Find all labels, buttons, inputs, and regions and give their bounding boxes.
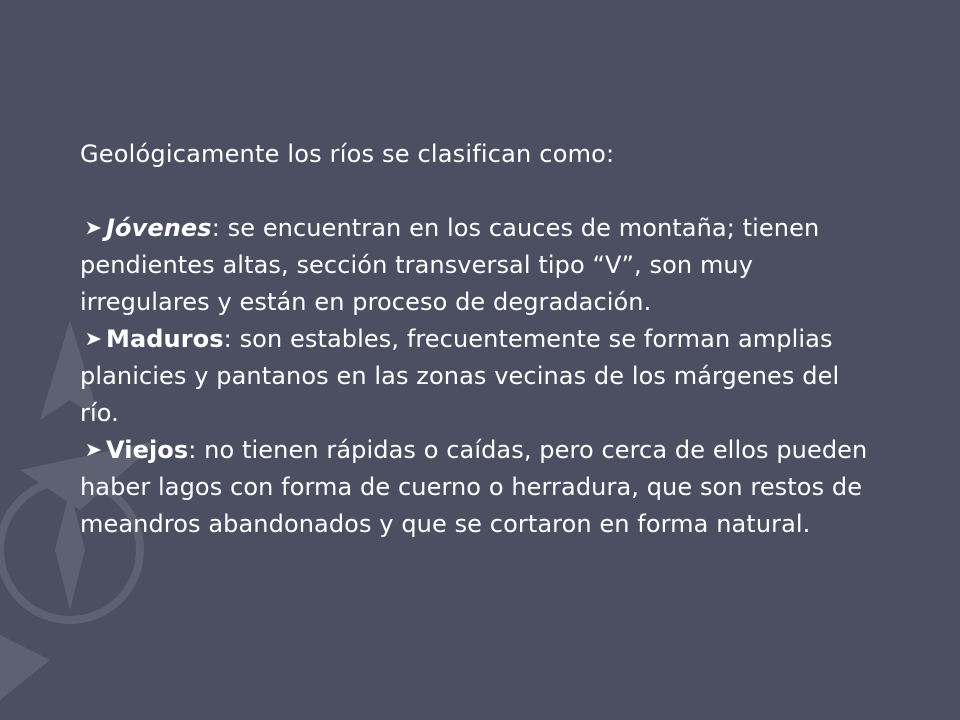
list-item-maduros [80, 321, 880, 432]
arrowhead-bullet-icon [84, 219, 106, 237]
term-jovenes: Jóvenes [106, 214, 212, 242]
description-viejos: : no tienen rápidas o caídas, pero cerca de ellos pueden haber lagos con forma de cuerno o herradura, que son restos de meandros abandonados y que se cortaron en forma natural. [80, 436, 868, 538]
term-maduros: Maduros [106, 325, 224, 353]
arrowhead-bullet-icon [84, 441, 106, 459]
description-maduros: : son estables, frecuentemente se forman amplias planicies y pantanos en las zonas vecinas de los márgenes del río. [80, 325, 840, 427]
list-item-viejos [80, 432, 880, 543]
arrowhead-bullet-icon [84, 330, 106, 348]
list-item-jovenes [80, 210, 880, 321]
slide-heading: Geológicamente los ríos se clasifican como: [80, 140, 615, 168]
slide-body [80, 136, 880, 543]
term-viejos: Viejos [106, 436, 189, 464]
description-jovenes: : se encuentran en los cauces de montaña; tienen pendientes altas, sección transversal tipo “V”, son muy irregulares y están en proceso de degradación. [80, 214, 820, 316]
